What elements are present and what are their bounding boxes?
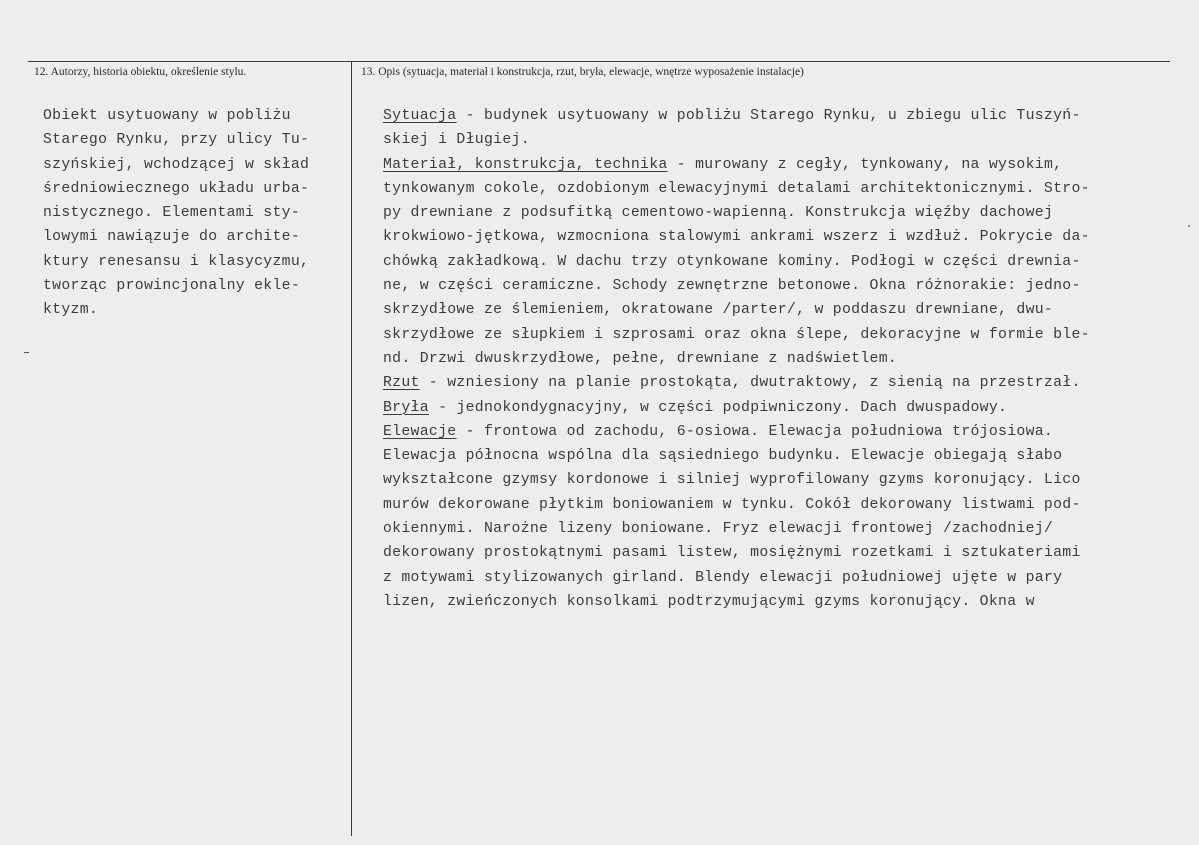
- line-text: skiej i Długiej.: [383, 132, 530, 149]
- line-text: - frontowa od zachodu, 6-osiowa. Elewacja południowa trójosiowa.: [456, 423, 1054, 440]
- text-line: [383, 128, 1183, 152]
- text-line: lowymi nawiązuje do archite-: [43, 229, 301, 246]
- text-line: [383, 566, 1183, 590]
- text-line: [383, 323, 1183, 347]
- field-13-text: [383, 104, 1183, 614]
- text-line: [383, 517, 1183, 541]
- text-line: szyńskiej, wchodzącej w skład: [43, 156, 310, 173]
- text-line: średniowiecznego układu urba-: [43, 180, 310, 197]
- text-line: [383, 541, 1183, 565]
- text-line: [383, 468, 1183, 492]
- text-line: Starego Rynku, przy ulicy Tu-: [43, 132, 310, 149]
- text-line: [383, 153, 1183, 177]
- text-line: [383, 274, 1183, 298]
- top-rule: [28, 61, 1170, 62]
- line-text: skrzydłowe ze słupkiem i szprosami oraz okna ślepe, dekoracyjne w formie ble-: [383, 326, 1090, 343]
- line-text: z motywami stylizowanych girland. Blendy elewacji południowej ujęte w pary: [383, 569, 1063, 586]
- field-13-label: 13. Opis (sytuacja, materiał i konstrukcja, rzut, bryła, elewacje, wnętrze wyposażenie instalacje): [361, 66, 804, 78]
- section-heading: Sytuacja: [383, 108, 457, 124]
- text-line: [383, 225, 1183, 249]
- line-text: wykształcone gzymsy kordonowe i silniej wyprofilowany gzyms koronujący. Lico: [383, 472, 1081, 489]
- text-line: [383, 590, 1183, 614]
- text-line: ktyzm.: [43, 302, 99, 319]
- margin-mark: [24, 352, 29, 353]
- field-12-label: 12. Autorzy, historia obiektu, określenie stylu.: [34, 66, 247, 78]
- text-line: ktury renesansu i klasycyzmu,: [43, 253, 310, 270]
- line-text: - wzniesiony na planie prostokąta, dwutraktowy, z sienią na przestrzał.: [419, 375, 1081, 392]
- line-text: skrzydłowe ze ślemieniem, okratowane /parter/, w poddaszu drewniane, dwu-: [383, 302, 1054, 319]
- section-heading: Elewacje: [383, 423, 457, 440]
- text-line: [383, 177, 1183, 201]
- paper-speck: [1188, 225, 1190, 227]
- text-line: [383, 201, 1183, 225]
- text-line: [383, 420, 1183, 444]
- section-heading: Materiał, konstrukcja, technika: [383, 156, 668, 173]
- column-divider: [351, 61, 352, 836]
- line-text: - murowany z cegły, tynkowany, na wysokim,: [667, 156, 1063, 173]
- section-heading: Rzut: [383, 375, 420, 392]
- text-line: tworząc prowincjonalny ekle-: [43, 278, 301, 295]
- text-line: [383, 371, 1183, 395]
- line-text: ne, w części ceramiczne. Schody zewnętrzne betonowe. Okna różnorakie: jedno-: [383, 278, 1081, 295]
- line-text: - jednokondygnacyjny, w części podpiwniczony. Dach dwuspadowy.: [428, 399, 1008, 416]
- line-text: tynkowanym cokole, ozdobionym elewacyjnymi detalami architektonicznymi. Stro-: [383, 180, 1090, 197]
- text-line: [383, 104, 1183, 128]
- line-text: murów dekorowane płytkim boniowaniem w tynku. Cokół dekorowany listwami pod-: [383, 496, 1081, 513]
- text-line: [383, 444, 1183, 468]
- line-text: chówką zakładkową. W dachu trzy otynkowane kominy. Podłogi w części drewnia-: [383, 253, 1081, 270]
- line-text: py drewniane z podsufitką cementowo-wapienną. Konstrukcja więźby dachowej: [383, 205, 1054, 222]
- text-line: nistycznego. Elementami sty-: [43, 205, 301, 222]
- field-12-text: [43, 104, 343, 323]
- text-line: [383, 493, 1183, 517]
- text-line: [383, 396, 1183, 420]
- line-text: krokwiowo-jętkowa, wzmocniona stalowymi ankrami wszerz i wzdłuż. Pokrycie da-: [383, 229, 1090, 246]
- section-heading: Bryła: [383, 399, 429, 416]
- text-line: Obiekt usytuowany w pobliżu: [43, 108, 291, 124]
- line-text: okiennymi. Narożne lizeny boniowane. Fryz elewacji frontowej /zachodniej/: [383, 521, 1054, 538]
- text-line: [383, 250, 1183, 274]
- line-text: - budynek usytuowany w pobliżu Starego Rynku, u zbiegu ulic Tuszyń-: [456, 108, 1081, 124]
- text-line: [383, 347, 1183, 371]
- line-text: Elewacja północna wspólna dla sąsiedniego budynku. Elewacje obiegają słabo: [383, 448, 1063, 465]
- line-text: lizen, zwieńczonych konsolkami podtrzymującymi gzyms koronujący. Okna w: [383, 593, 1035, 610]
- line-text: nd. Drzwi dwuskrzydłowe, pełne, drewniane z nadświetlem.: [383, 350, 898, 367]
- text-line: [383, 298, 1183, 322]
- line-text: dekorowany prostokątnymi pasami listew, mosiężnymi rozetkami i sztukateriami: [383, 545, 1081, 562]
